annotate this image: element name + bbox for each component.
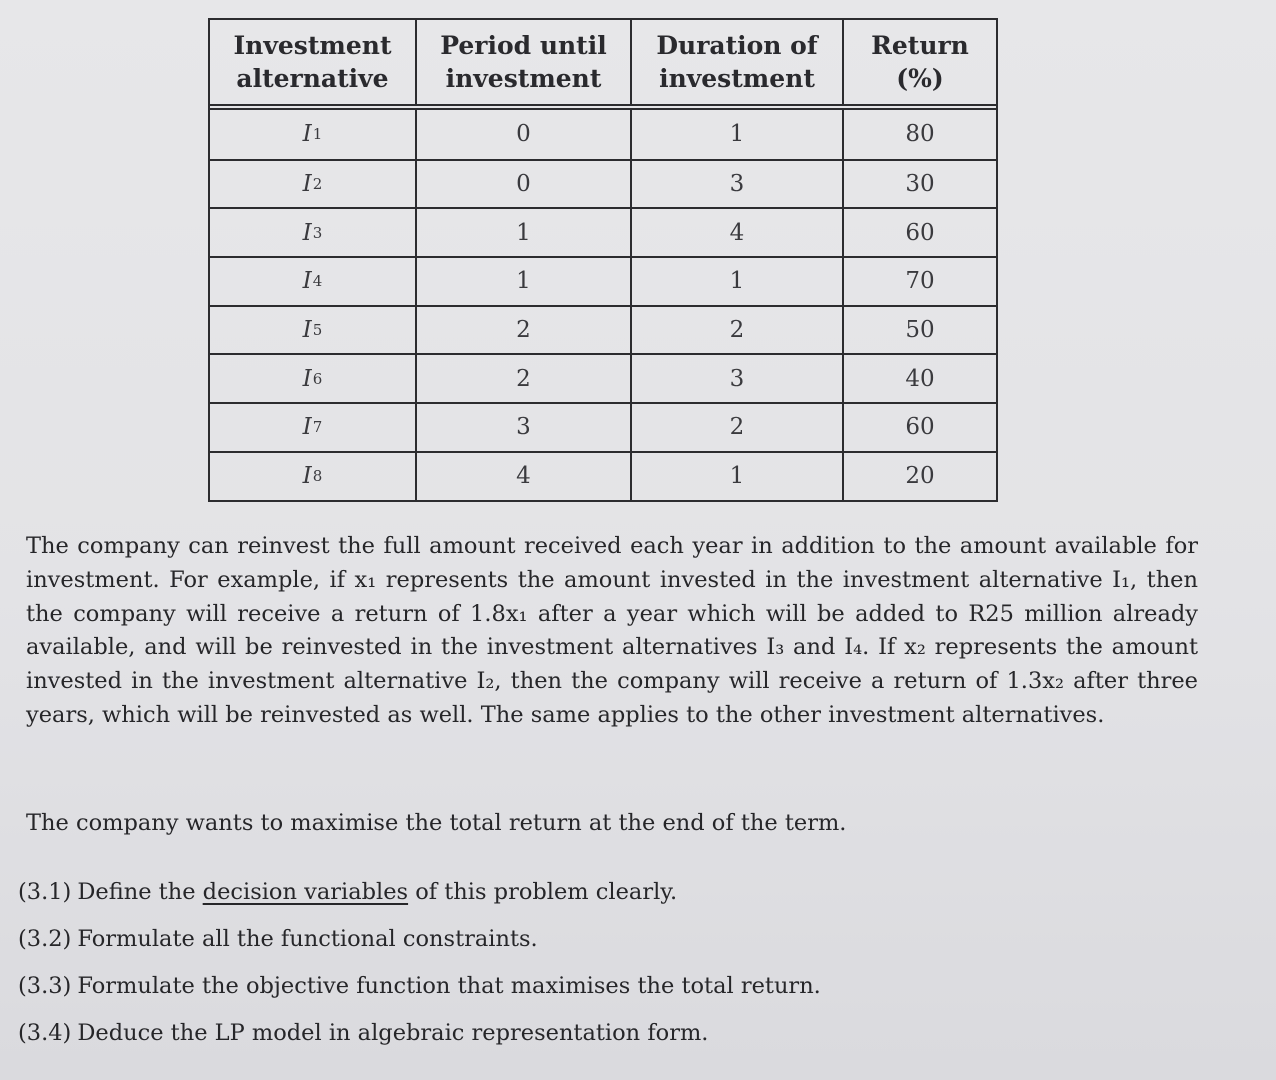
alternative-index: 1 bbox=[312, 125, 323, 144]
cell-period: 3 bbox=[415, 404, 630, 451]
cell-duration: 3 bbox=[630, 161, 842, 208]
alternative-letter: I bbox=[302, 414, 312, 441]
alternative-index: 6 bbox=[312, 369, 323, 388]
question-text: Define the bbox=[77, 879, 203, 905]
cell-return: 60 bbox=[842, 404, 996, 451]
cell-duration: 1 bbox=[630, 258, 842, 305]
cell-alternative bbox=[210, 307, 415, 354]
cell-alternative bbox=[210, 209, 415, 256]
question-number: (3.1) bbox=[18, 879, 72, 905]
table-body bbox=[208, 110, 998, 502]
cell-return: 60 bbox=[842, 209, 996, 256]
header-duration-of-investment: Duration of investment bbox=[630, 20, 842, 104]
cell-alternative bbox=[210, 161, 415, 208]
alternative-letter: I bbox=[302, 317, 312, 344]
question-text: Deduce the LP model in algebraic representation form. bbox=[77, 1020, 709, 1046]
question-item bbox=[18, 919, 1118, 966]
alternative-index: 3 bbox=[312, 223, 323, 242]
cell-period: 2 bbox=[415, 355, 630, 402]
table-row bbox=[210, 305, 996, 354]
paragraph-text: The company can reinvest the full amount received each year in addition to the amount available for investment. For example, if x₁ represents the amount invested in the investment alternative I₁, then the company will receive a return of 1.8x₁ after a year which will be added to R25 million already available, and will be reinvested in the investment alternatives I₃ and I₄. If x₂ represents the amount invested in the investment alternative I₂, then the company will receive a return of 1.3x₂ after three years, which will be reinvested as well. The same applies to the other investment alternatives. bbox=[26, 533, 1198, 728]
cell-duration: 4 bbox=[630, 209, 842, 256]
cell-period: 1 bbox=[415, 209, 630, 256]
question-item bbox=[18, 872, 1118, 919]
explanation-paragraph bbox=[26, 530, 1198, 733]
alternative-letter: I bbox=[302, 121, 312, 148]
question-text: Formulate the objective function that maximises the total return. bbox=[77, 973, 821, 999]
question-number: (3.3) bbox=[18, 973, 72, 999]
question-number: (3.2) bbox=[18, 926, 72, 952]
table-row bbox=[210, 451, 996, 500]
cell-return: 30 bbox=[842, 161, 996, 208]
investment-table bbox=[208, 18, 998, 502]
objective-statement: The company wants to maximise the total return at the end of the term. bbox=[26, 810, 847, 836]
cell-return: 20 bbox=[842, 453, 996, 500]
header-investment-alternative: Investment alternative bbox=[233, 31, 392, 93]
cell-duration: 1 bbox=[630, 110, 842, 159]
alternative-letter: I bbox=[302, 171, 312, 198]
cell-alternative bbox=[210, 110, 415, 159]
question-text-end: of this problem clearly. bbox=[408, 879, 678, 905]
question-item bbox=[18, 1013, 1118, 1060]
cell-period: 1 bbox=[415, 258, 630, 305]
cell-return: 70 bbox=[842, 258, 996, 305]
alternative-index: 5 bbox=[312, 321, 323, 340]
table-row bbox=[210, 402, 996, 451]
question-underlined-text: decision variables bbox=[202, 879, 409, 905]
alternative-index: 8 bbox=[312, 467, 323, 486]
question-text: Formulate all the functional constraints. bbox=[77, 926, 538, 952]
cell-period: 0 bbox=[415, 161, 630, 208]
cell-duration: 2 bbox=[630, 404, 842, 451]
alternative-letter: I bbox=[302, 219, 312, 246]
table-row bbox=[210, 207, 996, 256]
cell-return: 50 bbox=[842, 307, 996, 354]
cell-return: 80 bbox=[842, 110, 996, 159]
cell-duration: 1 bbox=[630, 453, 842, 500]
cell-period: 0 bbox=[415, 110, 630, 159]
alternative-letter: I bbox=[302, 365, 312, 392]
question-list bbox=[18, 872, 1118, 1060]
table-header-row bbox=[208, 18, 998, 104]
table-row bbox=[210, 353, 996, 402]
cell-period: 4 bbox=[415, 453, 630, 500]
alternative-letter: I bbox=[302, 268, 312, 295]
cell-alternative bbox=[210, 355, 415, 402]
table-row bbox=[210, 110, 996, 159]
cell-period: 2 bbox=[415, 307, 630, 354]
header-return-percent: Return (%) bbox=[842, 20, 996, 104]
cell-duration: 3 bbox=[630, 355, 842, 402]
alternative-index: 7 bbox=[312, 418, 323, 437]
alternative-index: 2 bbox=[312, 175, 323, 194]
question-number: (3.4) bbox=[18, 1020, 72, 1046]
cell-return: 40 bbox=[842, 355, 996, 402]
table-row bbox=[210, 256, 996, 305]
alternative-letter: I bbox=[302, 463, 312, 490]
header-period-until-investment: Period until investment bbox=[415, 20, 630, 104]
cell-duration: 2 bbox=[630, 307, 842, 354]
cell-alternative bbox=[210, 404, 415, 451]
table-row bbox=[210, 159, 996, 208]
alternative-index: 4 bbox=[312, 272, 323, 291]
cell-alternative bbox=[210, 453, 415, 500]
question-item bbox=[18, 966, 1118, 1013]
cell-alternative bbox=[210, 258, 415, 305]
